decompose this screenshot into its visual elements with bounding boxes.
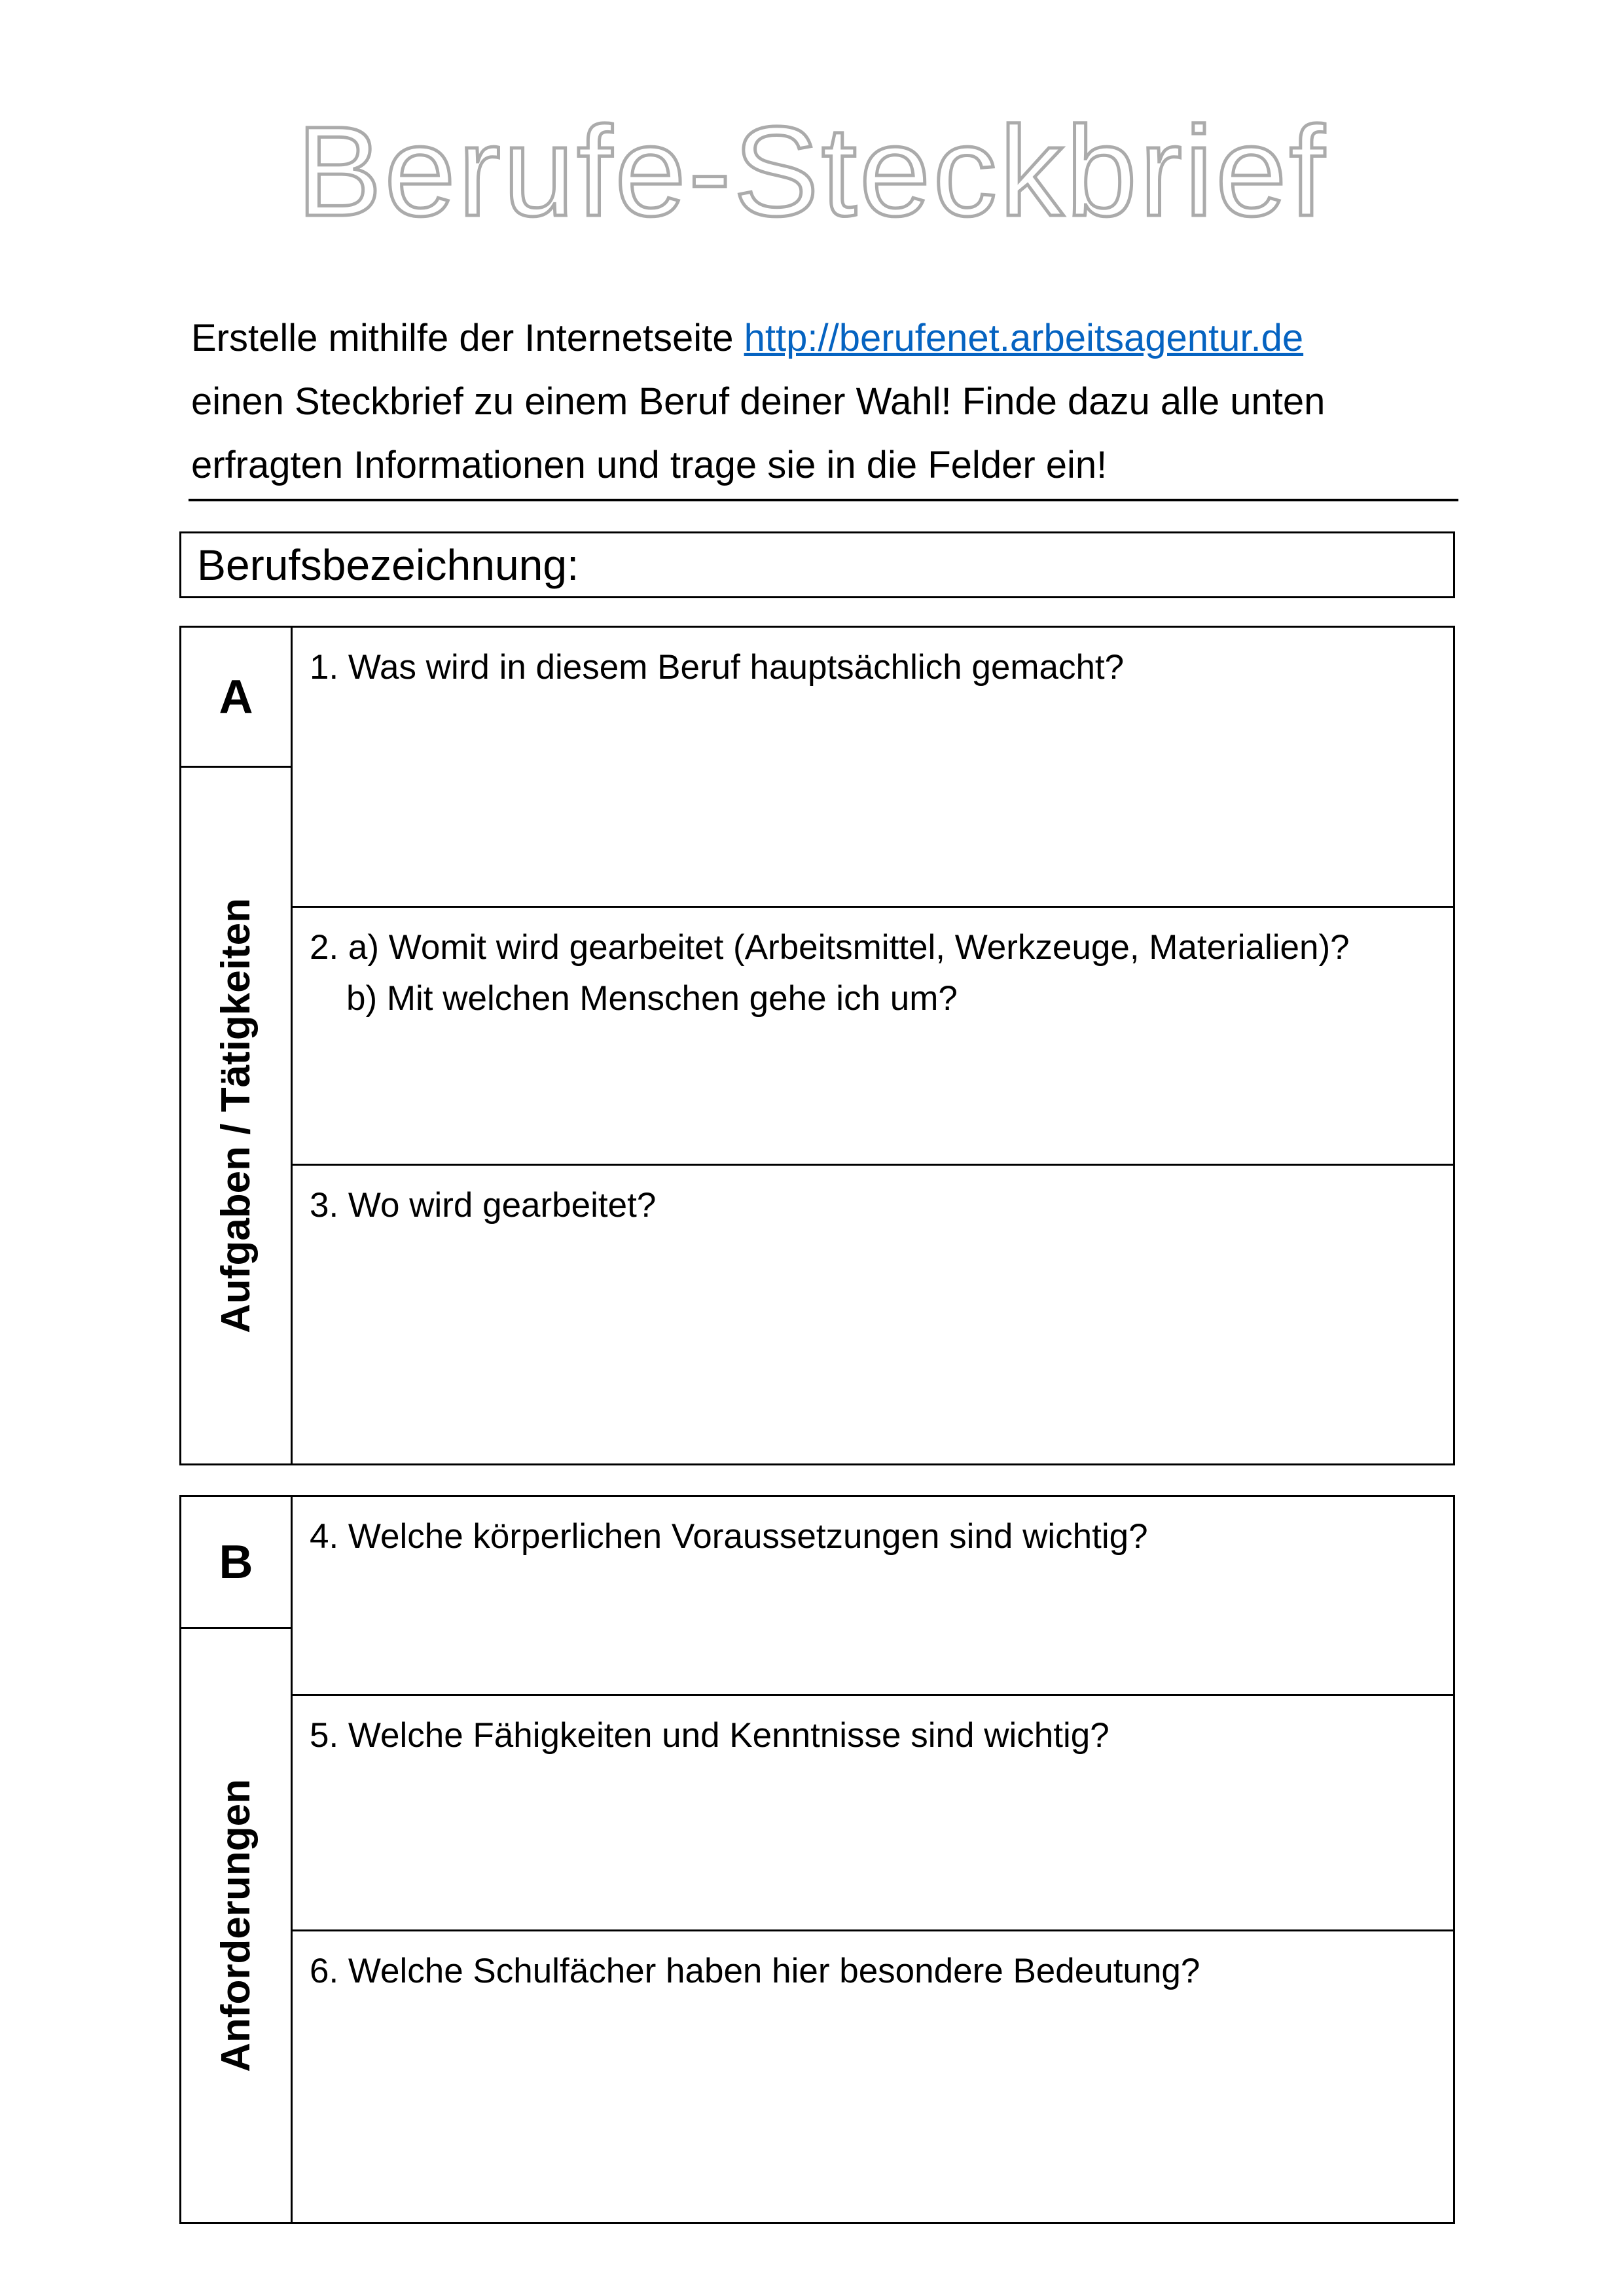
section-b-category-cell xyxy=(181,1629,291,2222)
section-b-letter: B xyxy=(219,1535,253,1588)
question-cell-2 xyxy=(293,908,1453,1166)
section-b-left-column xyxy=(181,1497,293,2222)
question-4-text: 4. Welche körperlichen Voraussetzungen sind wichtig? xyxy=(310,1517,1148,1556)
question-cell-3 xyxy=(293,1166,1453,1463)
section-a-table xyxy=(179,626,1455,1465)
intro-underline-divider xyxy=(189,499,1458,501)
berufsbezeichnung-box xyxy=(179,531,1455,598)
intro-line-1 xyxy=(191,306,1464,370)
section-a-category-cell xyxy=(181,768,291,1463)
question-5-text: 5. Welche Fähigkeiten und Kenntnisse sind wichtig? xyxy=(310,1716,1110,1755)
intro-line-2: einen Steckbrief zu einem Beruf deiner Wahl! Finde dazu alle unten xyxy=(191,380,1326,423)
question-1-answer-area xyxy=(310,693,1436,891)
page-title: Berufe-Steckbrief xyxy=(297,100,1327,243)
question-cell-4 xyxy=(293,1497,1453,1696)
intro-text-before-link: Erstelle mithilfe der Internetseite xyxy=(191,317,744,359)
question-3-answer-area xyxy=(310,1231,1436,1449)
section-b-letter-cell xyxy=(181,1497,291,1629)
question-4-answer-area xyxy=(310,1562,1436,1679)
question-1-text: 1. Was wird in diesem Beruf hauptsächlich gemacht? xyxy=(310,648,1125,687)
section-a-questions-column xyxy=(293,628,1453,1463)
question-cell-6 xyxy=(293,1931,1453,2222)
question-5-answer-area xyxy=(310,1761,1436,1915)
section-b-category-label: Anforderungen xyxy=(213,1779,259,2072)
section-b-questions-column xyxy=(293,1497,1453,2222)
question-6-text: 6. Welche Schulfächer haben hier besondere Bedeutung? xyxy=(310,1952,1200,1990)
intro-line-3: erfragten Informationen und trage sie in die Felder ein! xyxy=(191,444,1108,486)
section-a-letter-cell xyxy=(181,628,291,768)
berufsbezeichnung-label: Berufsbezeichnung: xyxy=(197,541,579,589)
intro-paragraph xyxy=(191,306,1464,497)
question-2-line-2: b) Mit welchen Menschen gehe ich um? xyxy=(346,979,958,1018)
question-cell-1 xyxy=(293,628,1453,908)
section-a-category-label: Aufgaben / Tätigkeiten xyxy=(213,898,259,1333)
question-6-answer-area xyxy=(310,1997,1436,2208)
berufenet-link[interactable]: http://berufenet.arbeitsagentur.de xyxy=(744,317,1304,359)
question-cell-5 xyxy=(293,1696,1453,1931)
question-3-text: 3. Wo wird gearbeitet? xyxy=(310,1186,657,1225)
section-b-table xyxy=(179,1495,1455,2224)
section-a-letter: A xyxy=(219,670,253,723)
question-2-line-1: 2. a) Womit wird gearbeitet (Arbeitsmittel, Werkzeuge, Materialien)? xyxy=(310,928,1350,967)
question-2-answer-area xyxy=(310,1024,1436,1149)
section-a-left-column xyxy=(181,628,293,1463)
